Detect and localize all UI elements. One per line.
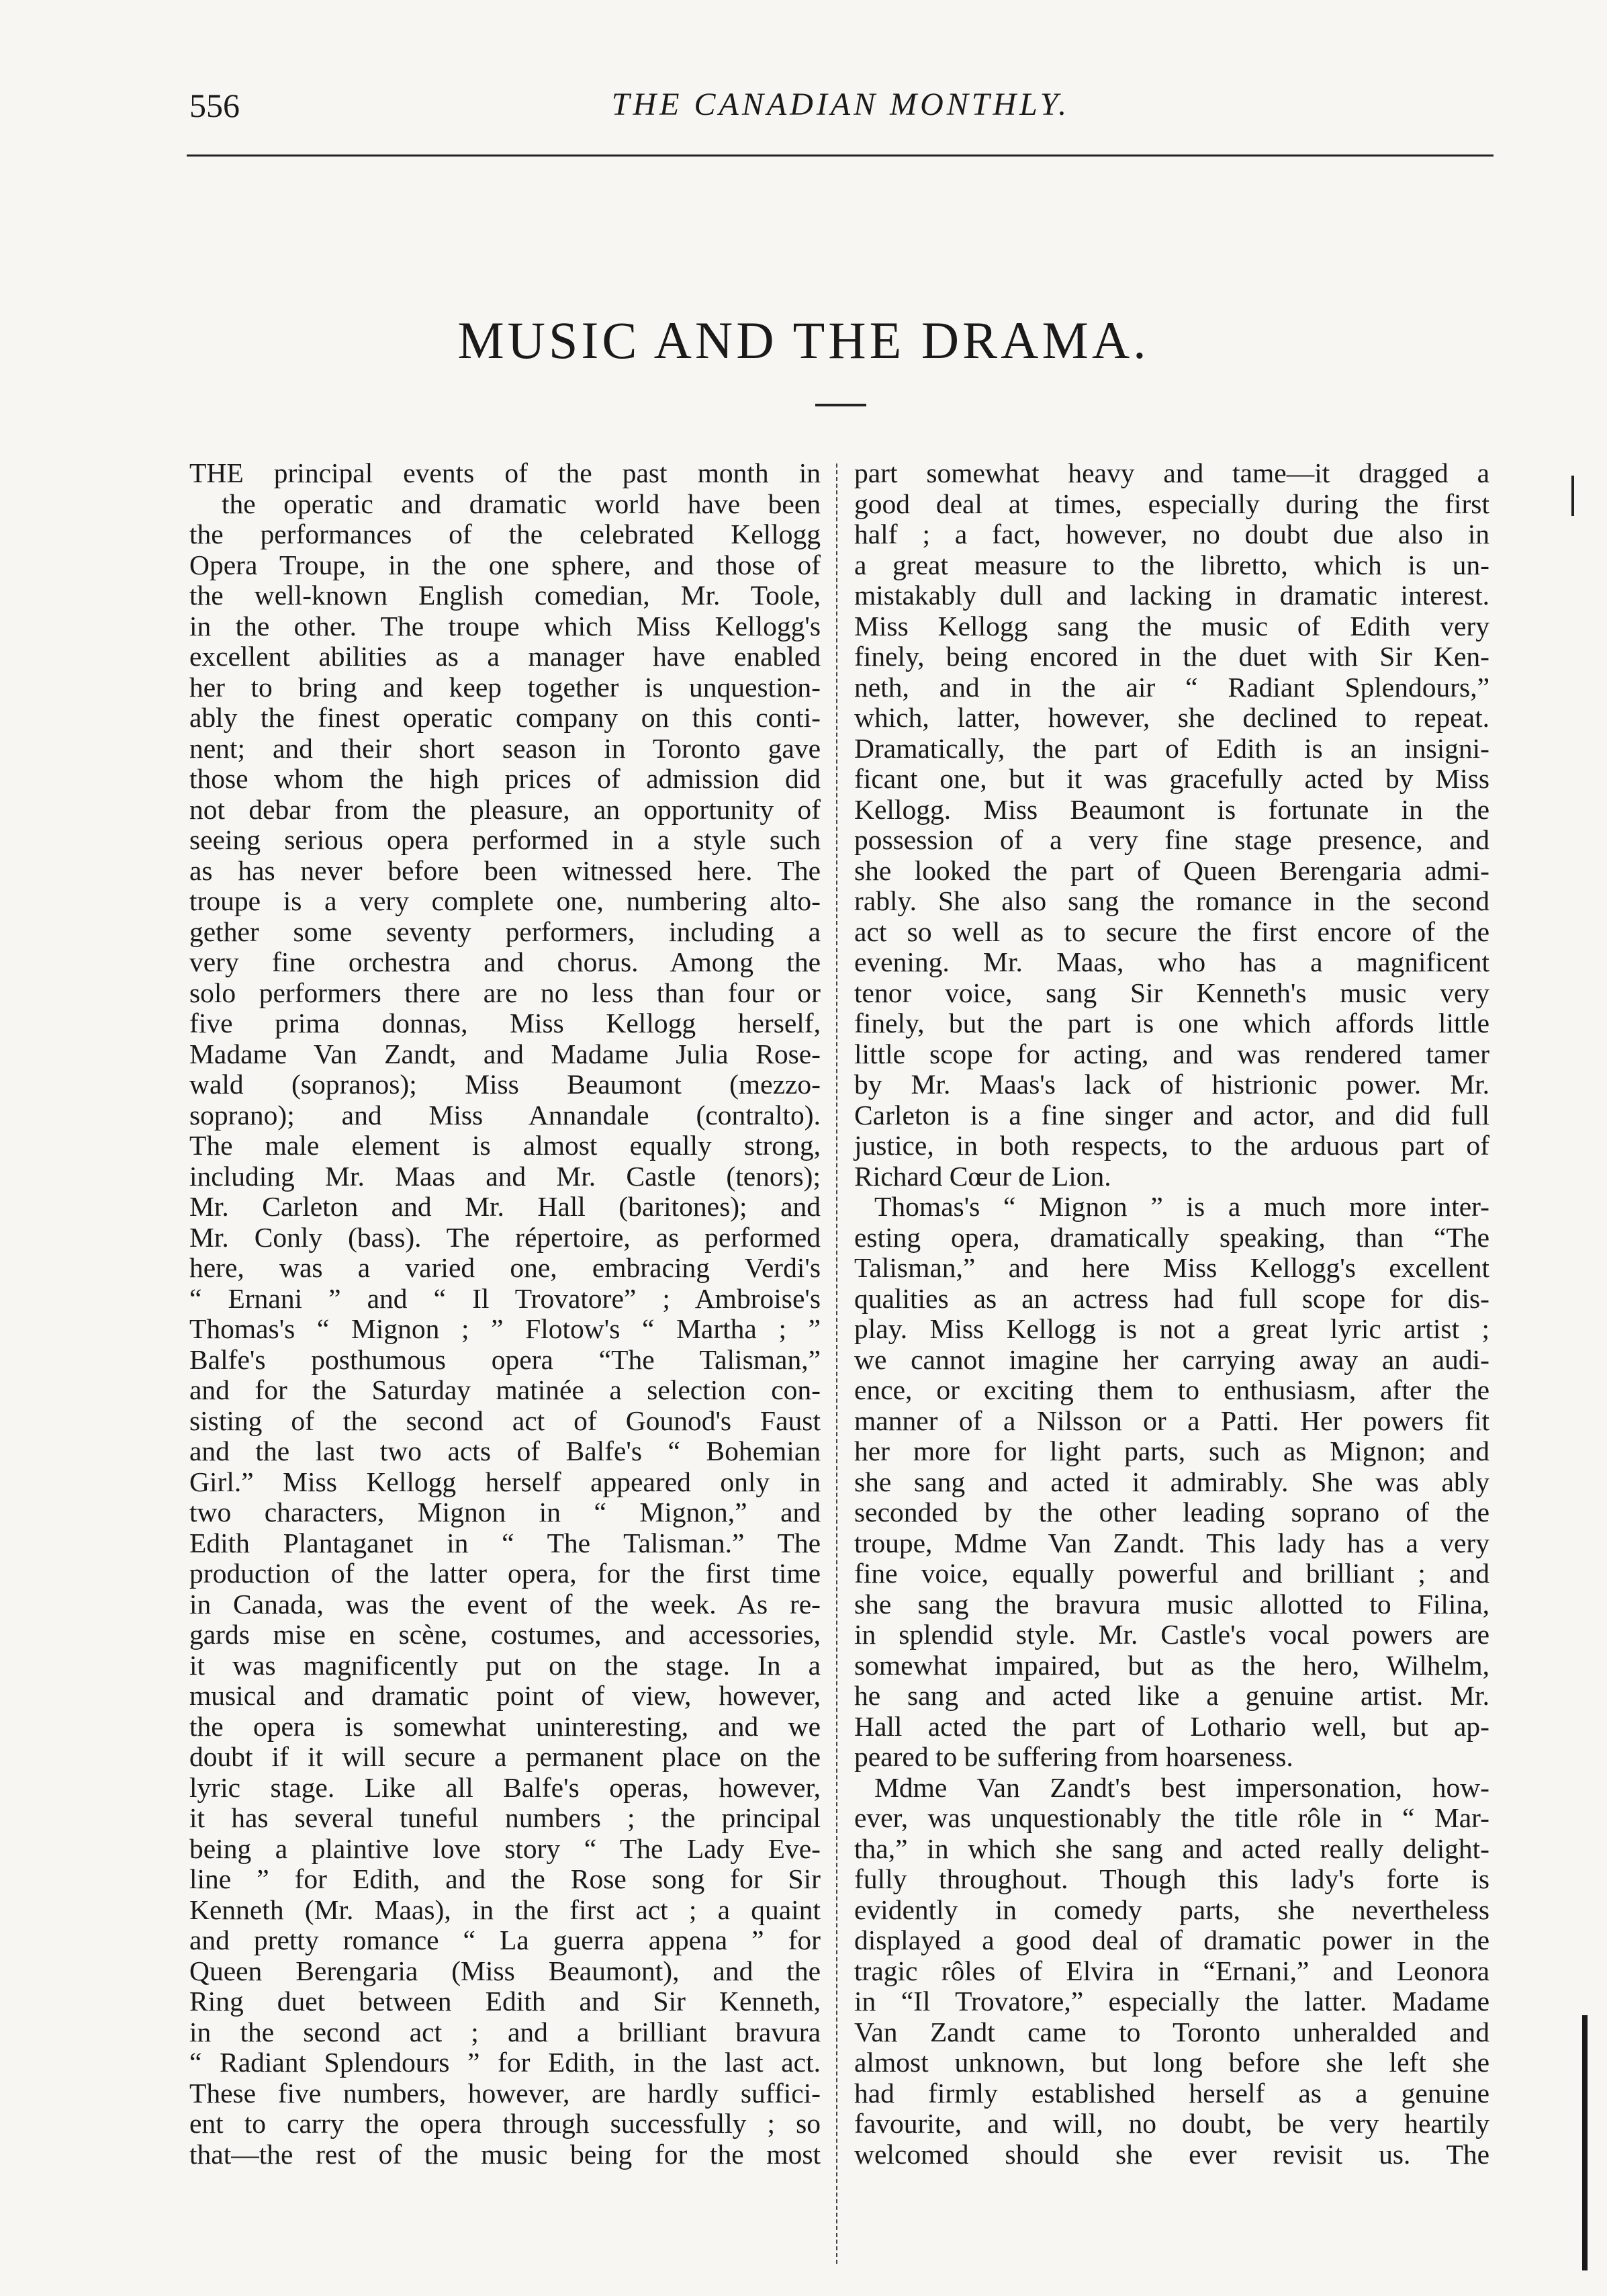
text-line: Thomas's “ Mignon ” is a much more inter- bbox=[874, 1191, 1489, 1222]
text-line: she looked the part of Queen Berengaria admi- bbox=[854, 854, 1489, 886]
text-line: as has never before been witnessed here. The bbox=[189, 854, 821, 886]
text-line: and the last two acts of Balfe's “ Bohemian bbox=[189, 1436, 821, 1466]
text-line: Balfe's posthumous opera “The Talisman,” bbox=[189, 1343, 821, 1375]
text-line: Thomas's “ Mignon ; ” Flotow's “ Martha ; ” bbox=[189, 1313, 821, 1344]
text-line: Mdme Van Zandt's best impersonation, how- bbox=[874, 1771, 1489, 1803]
text-line: being a plaintive love story “ The Lady Eve- bbox=[189, 1833, 821, 1864]
text-line: tenor voice, sang Sir Kenneth's music very bbox=[854, 977, 1489, 1008]
text-line: gards mise en scène, costumes, and accessories, bbox=[189, 1619, 821, 1650]
text-line: doubt if it will secure a permanent place on the bbox=[189, 1741, 821, 1772]
text-line: the operatic and dramatic world have been bbox=[222, 488, 821, 519]
text-line: troupe, Mdme Van Zandt. This lady has a very bbox=[854, 1527, 1489, 1558]
text-line: her more for light parts, such as Mignon; and bbox=[854, 1436, 1489, 1466]
text-line: The male element is almost equally strong, bbox=[189, 1130, 821, 1161]
text-line: fine voice, equally powerful and brilliant ; and bbox=[854, 1558, 1489, 1589]
text-line: production of the latter opera, for the first time bbox=[189, 1558, 821, 1589]
text-line: tragic rôles of Elvira in “Ernani,” and Leonora bbox=[854, 1955, 1489, 1986]
text-line: Ring duet between Edith and Sir Kenneth, bbox=[189, 1986, 821, 2017]
text-line: evidently in comedy parts, she nevertheless bbox=[854, 1894, 1489, 1925]
text-line: finely, but the part is one which affords little bbox=[854, 1008, 1489, 1039]
text-line: act so well as to secure the first encore of the bbox=[854, 916, 1489, 947]
text-line: nent; and their short season in Toronto gave bbox=[189, 732, 821, 764]
text-line: Kenneth (Mr. Maas), in the first act ; a quaint bbox=[189, 1894, 821, 1925]
text-line: it has several tuneful numbers ; the principal bbox=[189, 1802, 821, 1833]
title-dash bbox=[815, 404, 866, 406]
text-line: and pretty romance “ La guerra appena ” for bbox=[189, 1925, 821, 1955]
text-line: Hall acted the part of Lothario well, but ap- bbox=[854, 1710, 1489, 1742]
text-line: peared to be suffering from hoarseness. bbox=[854, 1741, 1293, 1772]
text-line: fully throughout. Though this lady's forte is bbox=[854, 1863, 1489, 1894]
text-line: play. Miss Kellogg is not a great lyric artist ; bbox=[854, 1313, 1489, 1344]
text-line: her to bring and keep together is unquestion- bbox=[189, 671, 821, 703]
text-line: a great measure to the libretto, which is un- bbox=[854, 549, 1489, 580]
text-line: ficant one, but it was gracefully acted by Miss bbox=[854, 763, 1489, 794]
text-line: the performances of the celebrated Kellogg bbox=[189, 519, 821, 549]
text-line: those whom the high prices of admission did bbox=[189, 763, 821, 794]
text-line: Talisman,” and here Miss Kellogg's excellent bbox=[854, 1252, 1489, 1283]
margin-mark bbox=[1571, 476, 1594, 516]
text-line: two characters, Mignon in “ Mignon,” and bbox=[189, 1497, 821, 1528]
text-line: Opera Troupe, in the one sphere, and those of bbox=[189, 549, 821, 580]
text-line: ence, or exciting them to enthusiasm, after the bbox=[854, 1374, 1489, 1405]
text-line: which, latter, however, she declined to repeat. bbox=[854, 702, 1489, 733]
text-line: lyric stage. Like all Balfe's operas, however, bbox=[189, 1771, 821, 1803]
text-line: sisting of the second act of Gounod's Faust bbox=[189, 1405, 821, 1436]
text-line: favourite, and will, no doubt, be very heartily bbox=[854, 2108, 1489, 2139]
text-line: finely, being encored in the duet with Sir Ken- bbox=[854, 641, 1489, 672]
text-line: ably the finest operatic company on this conti- bbox=[189, 702, 821, 733]
text-line: ever, was unquestionably the title rôle in “ Mar- bbox=[854, 1802, 1489, 1833]
page-number: 556 bbox=[189, 87, 240, 124]
left-column bbox=[189, 458, 821, 2170]
article-title: MUSIC AND THE DRAMA. bbox=[457, 311, 1150, 369]
text-line: she sang the bravura music allotted to Filina, bbox=[854, 1588, 1489, 1620]
text-line: Mr. Carleton and Mr. Hall (baritones); and bbox=[189, 1191, 821, 1222]
text-line: in Canada, was the event of the week. As re- bbox=[189, 1588, 821, 1620]
text-line: the well-known English comedian, Mr. Toole, bbox=[189, 580, 821, 611]
right-column bbox=[854, 458, 1489, 2170]
text-line: she sang and acted it admirably. She was ably bbox=[854, 1466, 1489, 1497]
text-line: Richard Cœur de Lion. bbox=[854, 1160, 1111, 1192]
text-line: good deal at times, especially during the first bbox=[854, 488, 1489, 519]
text-line: neth, and in the air “ Radiant Splendours,” bbox=[854, 671, 1489, 703]
text-line: evening. Mr. Maas, who has a magnificent bbox=[854, 946, 1489, 977]
text-line: five prima donnas, Miss Kellogg herself, bbox=[189, 1008, 821, 1039]
text-line: mistakably dull and lacking in dramatic interest. bbox=[854, 580, 1489, 611]
text-line: Mr. Conly (bass). The répertoire, as performed bbox=[189, 1221, 821, 1253]
text-line: here, was a varied one, embracing Verdi's bbox=[189, 1252, 821, 1283]
text-line: rably. She also sang the romance in the second bbox=[854, 885, 1489, 916]
margin-bar bbox=[1582, 2015, 1588, 2270]
text-line: by Mr. Maas's lack of histrionic power. Mr. bbox=[854, 1069, 1489, 1100]
text-line: manner of a Nilsson or a Patti. Her powers fit bbox=[854, 1405, 1489, 1436]
text-line: line ” for Edith, and the Rose song for Sir bbox=[189, 1863, 821, 1894]
text-line: wald (sopranos); Miss Beaumont (mezzo- bbox=[189, 1069, 821, 1100]
text-line: justice, in both respects, to the arduous part of bbox=[854, 1130, 1489, 1161]
text-line: solo performers there are no less than four or bbox=[189, 977, 821, 1008]
text-line: seconded by the other leading soprano of the bbox=[854, 1497, 1489, 1528]
text-line: musical and dramatic point of view, however, bbox=[189, 1680, 821, 1711]
text-line: Van Zandt came to Toronto unheralded and bbox=[854, 2016, 1489, 2047]
running-title: THE CANADIAN MONTHLY. bbox=[611, 87, 1070, 122]
text-line: gether some seventy performers, including a bbox=[189, 916, 821, 947]
text-line: seeing serious opera performed in a style such bbox=[189, 824, 821, 855]
text-line: troupe is a very complete one, numbering alto- bbox=[189, 885, 821, 916]
text-line: Girl.” Miss Kellogg herself appeared only in bbox=[189, 1466, 821, 1497]
text-line: very fine orchestra and chorus. Among the bbox=[189, 946, 821, 977]
text-line: had firmly established herself as a genuine bbox=[854, 2077, 1489, 2109]
running-header bbox=[189, 86, 1492, 133]
text-line: welcomed should she ever revisit us. The bbox=[854, 2138, 1489, 2170]
text-line: half ; a fact, however, no doubt due also in bbox=[854, 519, 1489, 549]
text-line: “ Ernani ” and “ Il Trovatore” ; Ambroise's bbox=[189, 1282, 821, 1314]
text-line: Carleton is a fine singer and actor, and did full bbox=[854, 1099, 1489, 1131]
text-line: Kellogg. Miss Beaumont is fortunate in the bbox=[854, 793, 1489, 825]
text-line: tha,” in which she sang and acted really delight- bbox=[854, 1833, 1489, 1864]
text-line: in “Il Trovatore,” especially the latter. Madame bbox=[854, 1986, 1489, 2017]
text-line: esting opera, dramatically speaking, than “The bbox=[854, 1221, 1489, 1253]
text-line: including Mr. Maas and Mr. Castle (tenors); bbox=[189, 1160, 821, 1192]
header-rule bbox=[187, 154, 1494, 157]
text-line: and for the Saturday matinée a selection con- bbox=[189, 1374, 821, 1405]
text-line: almost unknown, but long before she left she bbox=[854, 2047, 1489, 2078]
text-line: in the second act ; and a brilliant bravura bbox=[189, 2016, 821, 2047]
text-line: not debar from the pleasure, an opportunity of bbox=[189, 793, 821, 825]
text-line: part somewhat heavy and tame—it dragged a bbox=[854, 457, 1489, 488]
text-line: “ Radiant Splendours ” for Edith, in the last act. bbox=[189, 2047, 821, 2078]
text-line: excellent abilities as a manager have enabled bbox=[189, 641, 821, 672]
text-line: the opera is somewhat uninteresting, and we bbox=[189, 1710, 821, 1742]
text-line: Dramatically, the part of Edith is an insigni- bbox=[854, 732, 1489, 764]
text-line: that—the rest of the music being for the most bbox=[189, 2138, 821, 2170]
text-line: he sang and acted like a genuine artist. Mr. bbox=[854, 1680, 1489, 1711]
text-line: ent to carry the opera through successfully ; so bbox=[189, 2108, 821, 2139]
text-line: These five numbers, however, are hardly suffici- bbox=[189, 2077, 821, 2109]
text-line: somewhat impaired, but as the hero, Wilhelm, bbox=[854, 1649, 1489, 1681]
text-line: Miss Kellogg sang the music of Edith very bbox=[854, 610, 1489, 642]
text-line: in the other. The troupe which Miss Kellogg's bbox=[189, 610, 821, 642]
text-line: displayed a good deal of dramatic power in the bbox=[854, 1925, 1489, 1955]
text-line: Madame Van Zandt, and Madame Julia Rose- bbox=[189, 1038, 821, 1069]
text-line: THE principal events of the past month in bbox=[189, 457, 821, 488]
text-line: possession of a very fine stage presence, and bbox=[854, 824, 1489, 855]
text-line: Queen Berengaria (Miss Beaumont), and the bbox=[189, 1955, 821, 1986]
text-line: in splendid style. Mr. Castle's vocal powers are bbox=[854, 1619, 1489, 1650]
text-line: little scope for acting, and was rendered tamer bbox=[854, 1038, 1489, 1069]
column-rule bbox=[836, 463, 837, 2264]
text-line: qualities as an actress had full scope for dis- bbox=[854, 1282, 1489, 1314]
text-line: we cannot imagine her carrying away an audi- bbox=[854, 1343, 1489, 1375]
text-line: soprano); and Miss Annandale (contralto). bbox=[189, 1099, 821, 1131]
text-line: it was magnificently put on the stage. In a bbox=[189, 1649, 821, 1681]
text-line: Edith Plantaganet in “ The Talisman.” The bbox=[189, 1527, 821, 1558]
